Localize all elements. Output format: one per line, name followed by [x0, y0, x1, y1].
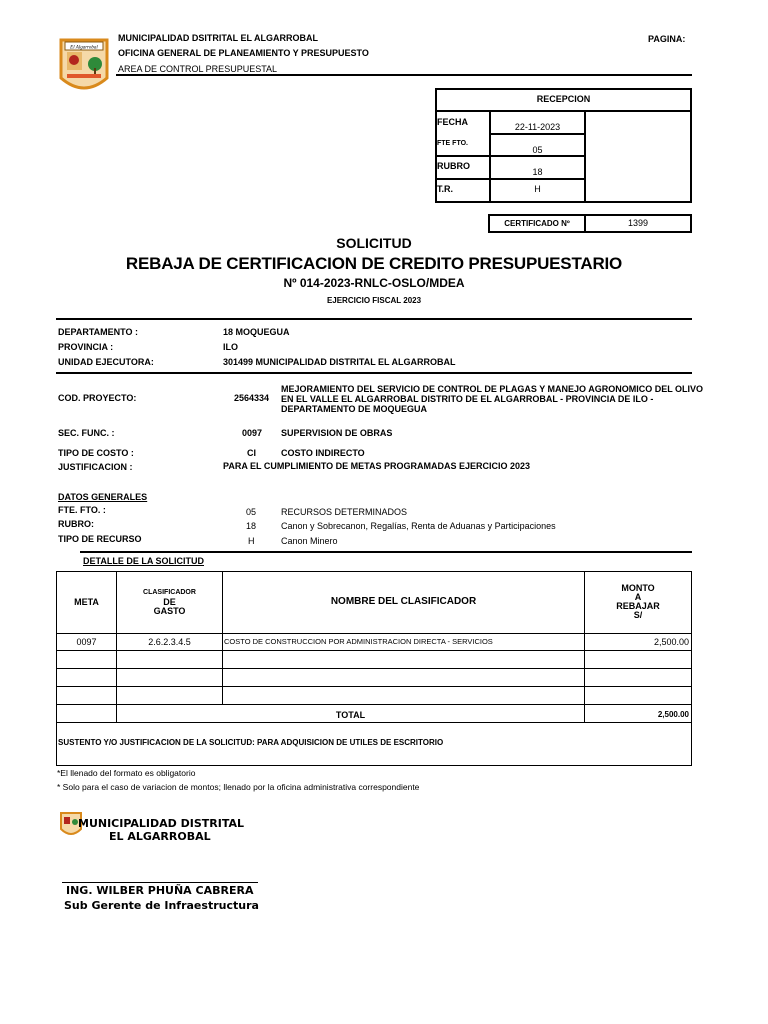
departamento-value: 18 MOQUEGUA — [223, 327, 290, 337]
rubro-value: 18 — [246, 521, 257, 531]
signature-line — [62, 882, 258, 883]
reception-fecha-value: 22-11-2023 — [514, 122, 561, 132]
tipo-recurso-label: TIPO DE RECURSO — [58, 534, 142, 544]
page-title: REBAJA DE CERTIFICACION DE CREDITO PRESUPUESTARIO — [125, 254, 623, 273]
col-clasificador-header-3: GASTO — [153, 606, 186, 616]
rubro-label: RUBRO: — [58, 519, 94, 529]
cod-proyecto-desc-3: DEPARTAMENTO DE MOQUEGUA — [281, 404, 428, 414]
reception-title: RECEPCION — [536, 94, 591, 104]
stamp-municipality-1: MUNICIPALIDAD DISTRITAL — [78, 817, 244, 830]
signer-role: Sub Gerente de Infraestructura — [64, 899, 259, 912]
col-meta-header: META — [74, 597, 99, 607]
detalle-title: DETALLE DE LA SOLICITUD — [83, 556, 204, 566]
sec-func-label: SEC. FUNC. : — [58, 428, 115, 438]
fte-fto-desc: RECURSOS DETERMINADOS — [281, 507, 408, 517]
provincia-label: PROVINCIA : — [58, 342, 114, 352]
reception-fte-label: FTE FTO. — [437, 140, 468, 147]
row-monto: 2,500.00 — [653, 637, 689, 647]
reception-rubro-value: 18 — [532, 167, 543, 177]
col-monto-header-1: MONTO — [621, 583, 655, 593]
sec-func-desc: SUPERVISION DE OBRAS — [281, 428, 393, 438]
col-monto-header-3: REBAJAR — [616, 601, 660, 611]
reception-tr-value: H — [534, 184, 541, 194]
solicitud-title: SOLICITUD — [336, 235, 412, 251]
fiscal-year: EJERCICIO FISCAL 2023 — [326, 296, 422, 305]
tipo-recurso-desc: Canon Minero — [281, 536, 338, 546]
signer-name: ING. WILBER PHUÑA CABRERA — [66, 884, 254, 897]
header-divider — [116, 74, 692, 76]
col-clasificador-header-2: DE — [163, 597, 176, 607]
col-monto-header-4: S/ — [633, 610, 643, 620]
header-line-1: MUNICIPALIDAD DSITRITAL EL ALGARROBAL — [118, 33, 318, 43]
sustento-text: SUSTENTO Y/O JUSTIFICACION DE LA SOLICITUD: PARA ADQUISICION DE UTILES DE ESCRITORIO — [58, 738, 444, 747]
fte-fto-value: 05 — [246, 507, 257, 517]
total-value: 2,500.00 — [657, 710, 689, 719]
reception-tr-label: T.R. — [437, 184, 454, 194]
justificacion-label: JUSTIFICACION : — [58, 462, 133, 472]
stamp-municipality-2: EL ALGARROBAL — [109, 830, 211, 843]
justificacion-value: PARA EL CUMPLIMIENTO DE METAS PROGRAMADAS EJERCICIO 2023 — [223, 461, 531, 471]
departamento-label: DEPARTAMENTO : — [58, 327, 138, 337]
certificate-number: 1399 — [627, 218, 649, 228]
reception-rubro-label: RUBRO — [437, 161, 470, 171]
reception-fecha-label: FECHA — [437, 117, 468, 127]
provincia-value: ILO — [223, 342, 238, 352]
certificate-label: CERTIFICADO Nº — [504, 219, 570, 228]
row-nombre: COSTO DE CONSTRUCCION POR ADMINISTRACION DIRECTA - SERVICIOS — [224, 637, 493, 646]
col-nombre-header: NOMBRE DEL CLASIFICADOR — [330, 596, 477, 607]
total-label: TOTAL — [335, 710, 366, 720]
tipo-costo-label: TIPO DE COSTO : — [58, 448, 134, 458]
sec-func-value: 0097 — [242, 428, 263, 438]
col-monto-header-2: A — [634, 592, 642, 602]
page-label: PAGINA: — [648, 34, 686, 44]
datos-generales-title: DATOS GENERALES — [58, 492, 148, 502]
cod-proyecto-desc-1: MEJORAMIENTO DEL SERVICIO DE CONTROL DE PLAGAS Y MANEJO AGRONOMICO DEL OLIVO — [281, 384, 704, 394]
fte-fto-label: FTE. FTO. : — [58, 505, 106, 515]
municipality-logo — [59, 38, 109, 94]
cod-proyecto-label: COD. PROYECTO: — [58, 393, 137, 403]
header-line-2: OFICINA GENERAL DE PLANEAMIENTO Y PRESUPUESTO — [118, 48, 369, 58]
reception-fte-value: 05 — [532, 145, 543, 155]
col-clasificador-header-1: CLASIFICADOR — [143, 589, 196, 596]
tipo-costo-desc: COSTO INDIRECTO — [281, 448, 365, 458]
tipo-costo-value: CI — [247, 448, 256, 458]
logo-caption: El Algarrobal — [70, 45, 98, 51]
tipo-recurso-value: H — [248, 536, 255, 546]
note-1: *El llenado del formato es obligatorio — [57, 768, 196, 778]
row-meta: 0097 — [76, 637, 97, 647]
header-line-3: AREA DE CONTROL PRESUPUESTAL — [118, 64, 278, 74]
unidad-label: UNIDAD EJECUTORA: — [58, 357, 154, 367]
rubro-desc: Canon y Sobrecanon, Regalías, Renta de Aduanas y Participaciones — [281, 521, 556, 531]
row-clasificador: 2.6.2.3.4.5 — [148, 637, 191, 647]
unidad-value: 301499 MUNICIPALIDAD DISTRITAL EL ALGARROBAL — [223, 357, 456, 367]
cod-proyecto-value: 2564334 — [234, 393, 270, 403]
document-number: Nº 014-2023-RNLC-OSLO/MDEA — [283, 276, 465, 290]
cod-proyecto-desc-2: EN EL VALLE EL ALGARROBAL DISTRITO DE EL ALGARROBAL - PROVINCIA DE ILO - — [281, 394, 654, 404]
note-2: * Solo para el caso de variacion de montos; llenado por la oficina administrativa correspondiente — [57, 782, 420, 792]
